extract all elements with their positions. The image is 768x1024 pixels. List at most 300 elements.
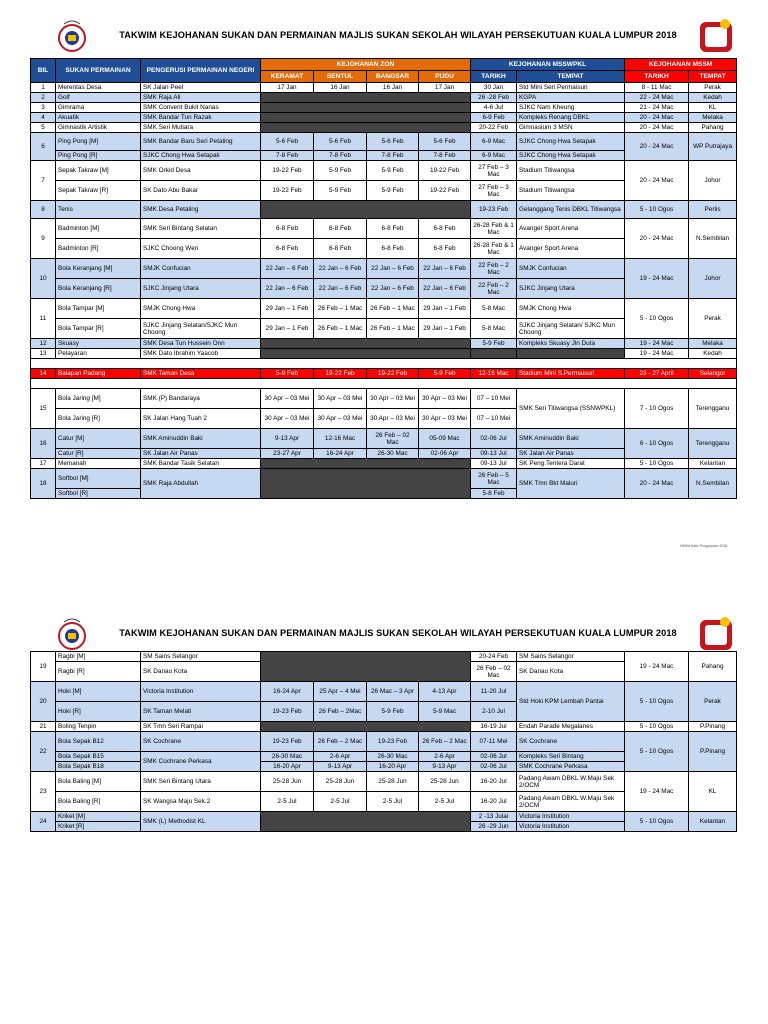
cell-zon-sentul: 5-9 Feb [314,181,367,201]
cell-bil: 16 [31,429,56,459]
cell-zon-pudu: 22 Jan – 6 Feb [419,279,471,299]
cell-zon-keramat: 6-8 Feb [261,239,314,259]
cell-zon-bangsar: 30 Apr – 03 Mei [367,409,419,429]
cell-zon-na [261,459,471,469]
cell-sukan: Kriket [M] [56,812,141,822]
cell-zon-keramat: 5-9 Feb [261,369,314,379]
cell-zon-na [261,339,471,349]
cell-pengerusi: SM Sains Selangor [141,652,261,662]
cell-pengerusi: SMK Seri Bintang Utara [141,772,261,792]
cell-pengerusi: SK Jalan Hang Tuah 2 [141,409,261,429]
cell-pengerusi: SMK Raja Ali [141,93,261,103]
cell-zon-bangsar: 22 Jan – 6 Feb [367,259,419,279]
col-kejohanan-zon: KEJOHANAN ZON [261,59,471,71]
cell-msswpkl-tarikh: 02-06 Jul [471,762,517,772]
cell-msswpkl-tarikh: 30 Jan [471,83,517,93]
cell-pengerusi: SMK Bandar Tun Razak [141,113,261,123]
cell-zon-pudu: 5-9 Feb [419,369,471,379]
cell-mssm-tempat: Terengganu [689,389,737,429]
cell-msswpkl-tempat: SJKC Chong Hwa Setapak [517,151,625,161]
cell-mssm-tarikh: 20 - 24 Mac [625,469,689,499]
cell-msswpkl-tempat: KGPA [517,93,625,103]
cell-pengerusi: SMJK Confucian [141,259,261,279]
cell-mssm-tempat: Kelantan [689,812,737,832]
cell-pengerusi: SMK Seri Bintang Selatan [141,219,261,239]
cell-bil: 13 [31,349,56,359]
cell-zon-pudu: 5-6 Feb [419,133,471,151]
cell-pengerusi: SK Jalan Air Panas [141,449,261,459]
cell-bil: 10 [31,259,56,299]
cell-zon-na [261,652,471,682]
cell-pengerusi: Victoria Institution [141,682,261,702]
cell-msswpkl-tarikh: 26 -29 Jun [471,822,517,832]
cell-sukan: Bola Tampar [R] [56,319,141,339]
cell-mssm-tarikh: 21 - 24 Mac [625,103,689,113]
cell-msswpkl-tempat: SJKC Jinjang Utara [517,279,625,299]
col-msswpkl-tarikh: TARIKH [471,71,517,83]
cell-sukan: Ragbi [R] [56,662,141,682]
cell-sukan: Badminton [R] [56,239,141,259]
cell-sukan: Hoki [R] [56,702,141,722]
page-title-2: TAKWIM KEJOHANAN SUKAN DAN PERMAINAN MAJLIS SUKAN SEKOLAH WILAYAH PERSEKUTUAN KUALA LUMPUR 2018 [119,628,677,638]
cell-zon-bangsar: 5-9 Feb [367,161,419,181]
cell-msswpkl-tempat: Avanger Sport Arena [517,219,625,239]
msswpkl-logo-icon [696,16,736,56]
cell-bil: 8 [31,201,56,219]
cell-sukan: Ragbi [M] [56,652,141,662]
cell-sukan: Ping Pong [M] [56,133,141,151]
cell-msswpkl-tempat: Gelanggang Tenis DBKL Titiwangsa [517,201,625,219]
cell-sukan: Catur [R] [56,449,141,459]
table-row [31,201,737,219]
cell-zon-sentul: 26 Feb – 1 Mac [314,299,367,319]
table-row [31,339,737,349]
cell-bil: 12 [31,339,56,349]
cell-msswpkl-tarikh [471,349,517,359]
cell-pengerusi: SJKC Jinjang Selatan/SJKC Mun Choong [141,319,261,339]
cell-zon-sentul: 9-13 Apr [314,762,367,772]
cell-sukan: Tenis [56,201,141,219]
cell-zon-keramat: 16-24 Apr [261,682,314,702]
cell-mssm-tempat: Pahang [689,652,737,682]
cell-zon-sentul: 7-8 Feb [314,151,367,161]
cell-msswpkl-tarikh: 27 Feb – 3 Mac [471,181,517,201]
cell-mssm-tarikh: 5 - 10 Ogos [625,682,689,722]
cell-mssm-tarikh: 7 - 10 Ogos [625,389,689,429]
cell-bil: 18 [31,469,56,499]
cell-msswpkl-tarikh: 6-9 Feb [471,113,517,123]
cell-msswpkl-tarikh: 12-16 Mac [471,369,517,379]
cell-pengerusi: SMK Bandar Tasik Selatan [141,459,261,469]
cell-msswpkl-tarikh: 27 Feb – 3 Mac [471,161,517,181]
cell-mssm-tempat: Perak [689,682,737,722]
cell-zon-pudu: 6-8 Feb [419,219,471,239]
cell-zon-pudu: 4-13 Apr [419,682,471,702]
cell-zon-pudu: 25-28 Jun [419,772,471,792]
cell-zon-bangsar: 16 Jan [367,83,419,93]
table-row [31,161,737,181]
cell-zon-bangsar: 19-23 Feb [367,732,419,752]
cell-mssm-tarikh: 19 - 24 Mac [625,259,689,299]
cell-sukan: Akuatik [56,113,141,123]
cell-zon-pudu: 30 Apr – 03 Mei [419,389,471,409]
cell-msswpkl-tempat: Kompleks Skuasy Jln Duta [517,339,625,349]
cell-zon-na [261,722,471,732]
cell-mssm-tarikh: 5 - 10 Ogos [625,722,689,732]
cell-zon-keramat: 19-23 Feb [261,732,314,752]
cell-mssm-tarikh: 5 - 10 Ogos [625,732,689,772]
cell-mssm-tempat: N.Sembilan [689,219,737,259]
cell-sukan: Bola Sepak B15 [56,752,141,762]
cell-zon-pudu: 29 Jan – 1 Feb [419,299,471,319]
cell-pengerusi: SMK Taman Desa [141,369,261,379]
table-row [31,469,737,489]
cell-msswpkl-tempat: SM Sains Selangor [517,652,625,662]
cell-zon-sentul: 5-9 Feb [314,161,367,181]
cell-zon-bangsar: 7-8 Feb [367,151,419,161]
cell-msswpkl-tempat: Avanger Sport Arena [517,239,625,259]
cell-sukan: Kriket [R] [56,822,141,832]
cell-msswpkl-tarikh: 07 – 10 Mei [471,409,517,429]
mssm-crest-icon [52,614,92,654]
cell-bil: 21 [31,722,56,732]
cell-zon-sentul: 22 Jan – 6 Feb [314,279,367,299]
cell-mssm-tarikh: 20 - 24 Mac [625,219,689,259]
cell-sukan: Softbol [M] [56,469,141,489]
cell-zon-bangsar: 30 Apr – 03 Mei [367,389,419,409]
cell-zon-bangsar: 26-30 Mac [367,449,419,459]
cell-zon-na [261,349,471,359]
cell-zon-pudu: 2-5 Jul [419,792,471,812]
table-row [31,682,737,702]
cell-msswpkl-tarikh: 4-6 Jul [471,103,517,113]
cell-sukan: Skuasy [56,339,141,349]
cell-zon-pudu: 17 Jan [419,83,471,93]
cell-bil: 7 [31,161,56,201]
cell-msswpkl-tarikh: 5-8 Mac [471,299,517,319]
cell-msswpkl-tempat: SMK Aminuddin Baki [517,429,625,449]
cell-sukan: Bola Baling [R] [56,792,141,812]
cell-pengerusi: SK Dato Abu Bakar [141,181,261,201]
cell-zon-pudu: 5-9 Mac [419,702,471,722]
cell-zon-pudu: 26 Feb – 2 Mac [419,732,471,752]
cell-bil: 9 [31,219,56,259]
cell-pengerusi: SK Tmn Seri Rampai [141,722,261,732]
cell-zon-na [261,93,471,103]
msswpkl-logo-icon [696,614,736,654]
cell-zon-bangsar: 5-6 Feb [367,133,419,151]
cell-mssm-tempat: Perak [689,83,737,93]
schedule-table-1 [30,58,737,499]
cell-sukan: Balapan Padang [56,369,141,379]
col-sukan: SUKAN PERMAINAN [56,59,141,83]
cell-bil: 23 [31,772,56,812]
cell-zon-pudu: 6-8 Feb [419,239,471,259]
cell-mssm-tempat: Pahang [689,123,737,133]
cell-zon-bangsar: 25-28 Jun [367,772,419,792]
cell-zon-sentul: 25 Apr – 4 Mei [314,682,367,702]
table-row [31,299,737,319]
cell-mssm-tarikh: 20 - 24 Mac [625,123,689,133]
cell-zon-bangsar: 6-8 Feb [367,219,419,239]
cell-mssm-tempat: Kedah [689,93,737,103]
cell-mssm-tempat: Johor [689,161,737,201]
cell-zon-keramat: 19-23 Feb [261,702,314,722]
cell-mssm-tarikh: 22 - 24 Mac [625,93,689,103]
cell-mssm-tarikh: 20 - 24 Mac [625,133,689,161]
cell-zon-na [261,103,471,113]
cell-zon-keramat: 22 Jan – 6 Feb [261,259,314,279]
cell-msswpkl-tarikh: 6-9 Mac [471,151,517,161]
cell-msswpkl-tempat: SJKC Nam Kheung [517,103,625,113]
cell-zon-pudu: 19-22 Feb [419,181,471,201]
table-row-highlight [31,369,737,379]
table-row [31,389,737,409]
cell-pengerusi: SJKC Chong Hwa Setapak [141,151,261,161]
cell-zon-na [261,113,471,123]
cell-msswpkl-tarikh: 20-22 Feb [471,123,517,133]
cell-zon-keramat: 29 Jan – 1 Feb [261,319,314,339]
cell-pengerusi: SMJK Chong Hwa [141,299,261,319]
cell-msswpkl-tempat: Stadium Titiwangsa [517,181,625,201]
cell-sukan: Bola Sepak B12 [56,732,141,752]
cell-mssm-tarikh: 8 - 11 Mac [625,83,689,93]
cell-msswpkl-tarikh: 5-9 Feb [471,339,517,349]
cell-msswpkl-tarikh: 07 – 10 Mei [471,389,517,409]
cell-mssm-tarikh: 5 - 10 Ogos [625,299,689,339]
cell-msswpkl-tempat: Std Hoki KPM Lembah Pantai [517,682,625,722]
cell-pengerusi: SJKC Jinjang Utara [141,279,261,299]
cell-bil: 15 [31,389,56,429]
cell-zon-sentul: 22 Jan – 6 Feb [314,259,367,279]
cell-bil: 11 [31,299,56,339]
cell-msswpkl-tempat: SJKC Chong Hwa Setapak [517,133,625,151]
cell-zon-keramat: 17 Jan [261,83,314,93]
cell-pengerusi: SK Cochrane [141,732,261,752]
table-row [31,219,737,239]
table-row [31,123,737,133]
cell-msswpkl-tarikh: 16-20 Jul [471,772,517,792]
cell-zon-bangsar: 6-8 Feb [367,239,419,259]
cell-msswpkl-tempat: SK Danau Kota [517,662,625,682]
cell-msswpkl-tempat: SMJK Chong Hwa [517,299,625,319]
cell-pengerusi: SMK (P) Bandaraya [141,389,261,409]
table-row [31,652,737,662]
table-row [31,113,737,123]
cell-zon-keramat: 22 Jan – 6 Feb [261,279,314,299]
cell-mssm-tempat: KL [689,103,737,113]
cell-pengerusi: SMK Desa Tun Hussein Onn [141,339,261,349]
cell-zon-bangsar: 19-22 Feb [367,369,419,379]
schedule-table-2 [30,651,737,832]
cell-msswpkl-tempat: Victoria Institution [517,812,625,822]
cell-mssm-tarikh: 20 - 24 Mac [625,113,689,123]
cell-bil: 2 [31,93,56,103]
table-row [31,772,737,792]
cell-msswpkl-tarikh: 02-06 Jul [471,429,517,449]
cell-sukan: Ping Pong [R] [56,151,141,161]
cell-mssm-tempat: Perak [689,299,737,339]
table-spacer-row [31,359,737,369]
col-pengerusi: PENGERUSI PERMAINAN NEGERI [141,59,261,83]
col-zon-bangsar: BANGSAR [367,71,419,83]
cell-mssm-tempat: Terengganu [689,429,737,459]
cell-mssm-tarikh: 5 - 10 Ogos [625,459,689,469]
cell-msswpkl-tarikh: 26 Feb – 5 Mac [471,469,517,489]
cell-msswpkl-tarikh: 5-8 Mac [471,319,517,339]
page-header-1 [30,14,736,60]
cell-sukan: Sepak Takraw [M] [56,161,141,181]
cell-zon-sentul: 26 Feb – 2Mac [314,702,367,722]
cell-mssm-tarikh: 5 - 10 Ogos [625,201,689,219]
col-kejohanan-mssm: KEJOHANAN MSSM [625,59,737,71]
cell-msswpkl-tempat: Stadium Mini S.Permaisuri [517,369,625,379]
cell-bil: 6 [31,133,56,161]
cell-sukan: Bola Tampar [M] [56,299,141,319]
mssm-crest-icon [52,16,92,56]
cell-mssm-tarikh: 6 - 10 Ogos [625,429,689,459]
cell-mssm-tempat: Johor [689,259,737,299]
cell-zon-bangsar: 5-9 Feb [367,181,419,201]
cell-msswpkl-tempat: SJKC Jinjang Selatan/ SJKC Mun Choong [517,319,625,339]
cell-sukan: Bola Sepak B18 [56,762,141,772]
cell-mssm-tempat: P.Pinang [689,722,737,732]
cell-zon-bangsar: 26 Feb – 02 Mac [367,429,419,449]
table-row [31,459,737,469]
cell-zon-na [261,469,471,499]
cell-msswpkl-tarikh: 22 Feb – 2 Mac [471,279,517,299]
cell-zon-sentul: 16-24 Apr [314,449,367,459]
col-bil: BIL [31,59,56,83]
cell-bil: 17 [31,459,56,469]
cell-bil: 24 [31,812,56,832]
cell-zon-pudu: 02-06 Apr [419,449,471,459]
cell-zon-keramat: 25-28 Jun [261,772,314,792]
spacer-cell [31,359,737,369]
cell-msswpkl-tempat: Stadium Titiwangsa [517,161,625,181]
cell-msswpkl-tarikh: 22 Feb – 2 Mac [471,259,517,279]
col-msswpkl-tempat: TEMPAT [517,71,625,83]
cell-pengerusi: SMK (L) Methodist KL [141,812,261,832]
cell-zon-bangsar: 5-9 Feb [367,702,419,722]
cell-msswpkl-tempat: Kompleks Seri Bintang [517,752,625,762]
cell-zon-pudu: 29 Jan – 1 Feb [419,319,471,339]
col-zon-keramat: KERAMAT [261,71,314,83]
cell-zon-sentul: 25-28 Jun [314,772,367,792]
cell-msswpkl-tempat: SMK Tmn Bkt Maluri [517,469,625,499]
cell-msswpkl-tempat: Std Mini Seri Permaisuri [517,83,625,93]
table-row [31,259,737,279]
cell-msswpkl-tempat: Victoria Institution [517,822,625,832]
cell-msswpkl-tempat: Padang Awam DBKL W.Maju Sek 2/OCM [517,792,625,812]
cell-bil: 22 [31,732,56,772]
cell-mssm-tempat: P.Pinang [689,732,737,772]
cell-mssm-tarikh: 20 - 24 Mac [625,161,689,201]
cell-msswpkl-tempat: SK Peng.Tentera Darat [517,459,625,469]
cell-zon-sentul: 6-8 Feb [314,239,367,259]
cell-zon-bangsar: 26 Feb – 1 Mac [367,299,419,319]
cell-sukan: Pelayaran [56,349,141,359]
cell-sukan: Bola Jaring [M] [56,389,141,409]
cell-msswpkl-tempat: SMJK Confucian [517,259,625,279]
cell-zon-na [261,201,471,219]
cell-zon-bangsar: 2-5 Jul [367,792,419,812]
cell-pengerusi: SMK Cochrane Perkasa [141,752,261,772]
cell-pengerusi: SMK Aminuddin Baki [141,429,261,449]
cell-zon-bangsar: 26 Mac – 3 Apr [367,682,419,702]
cell-msswpkl-tarikh: 02-06 Jul [471,752,517,762]
cell-sukan: Gimnastik Artistik [56,123,141,133]
cell-zon-pudu: 22 Jan – 6 Feb [419,259,471,279]
cell-zon-pudu: 30 Apr – 03 Mei [419,409,471,429]
cell-bil: 1 [31,83,56,93]
cell-zon-keramat: 30 Apr – 03 Mei [261,389,314,409]
cell-pengerusi: SMK Dato Ibrahim Yaacob [141,349,261,359]
table-row [31,83,737,93]
cell-msswpkl-tempat: SMK Seri Titiwangsa (SSNWPKL) [517,389,625,429]
cell-zon-sentul: 19-22 Feb [314,369,367,379]
cell-sukan: Sepak Takraw [R] [56,181,141,201]
cell-sukan: Hoki [M] [56,682,141,702]
cell-zon-pudu: 2-6 Apr [419,752,471,762]
cell-bil: 20 [31,682,56,722]
cell-zon-bangsar: 22 Jan – 6 Feb [367,279,419,299]
cell-pengerusi: SMK Seri Mutiara [141,123,261,133]
cell-msswpkl-tempat: Kompleks Renang DBKL [517,113,625,123]
cell-zon-sentul: 5-6 Feb [314,133,367,151]
cell-zon-bangsar: 26-30 Mac [367,752,419,762]
cell-mssm-tempat: Selangor [689,369,737,379]
cell-sukan: Golf [56,93,141,103]
cell-zon-sentul: 26 Feb – 1 Mac [314,319,367,339]
cell-msswpkl-tarikh: 26-28 Feb & 1 Mac [471,219,517,239]
cell-pengerusi: SMK Convent Bukit Nanas [141,103,261,113]
cell-msswpkl-tarikh: 09-13 Jul [471,459,517,469]
table-row [31,133,737,151]
cell-msswpkl-tarikh: 09-13 Jul [471,449,517,459]
cell-zon-pudu: 05-09 Mac [419,429,471,449]
cell-msswpkl-tarikh: 2-10 Jul [471,702,517,722]
cell-zon-keramat: 26-30 Mac [261,752,314,762]
cell-zon-bangsar: 26 Feb – 1 Mac [367,319,419,339]
table-spacer-row [31,379,737,389]
cell-zon-keramat: 9-13 Apr [261,429,314,449]
cell-bil: 4 [31,113,56,123]
cell-zon-sentul: 12-16 Mac [314,429,367,449]
col-mssm-tempat: TEMPAT [689,71,737,83]
cell-sukan: Bola Jaring [R] [56,409,141,429]
cell-bil: 5 [31,123,56,133]
cell-msswpkl-tarikh: 19-23 Feb [471,201,517,219]
cell-zon-keramat: 19-22 Feb [261,181,314,201]
col-kejohanan-msswpkl: KEJOHANAN MSSWPKL [471,59,625,71]
col-mssm-tarikh: TARIKH [625,71,689,83]
cell-mssm-tarikh: 23 - 27 April [625,369,689,379]
table-row [31,732,737,752]
cell-sukan: Boling Tenpin [56,722,141,732]
cell-msswpkl-tarikh: 6-9 Mac [471,133,517,151]
cell-pengerusi: SK Wangsa Maju Sek.2 [141,792,261,812]
cell-pengerusi: SK Danau Kota [141,662,261,682]
cell-msswpkl-tempat [517,349,625,359]
cell-mssm-tarikh: 19 - 24 Mac [625,652,689,682]
cell-msswpkl-tarikh: 26 Feb – 02 Mac [471,662,517,682]
cell-mssm-tempat: Melaka [689,113,737,123]
cell-zon-na [261,812,471,832]
cell-zon-keramat: 7-8 Feb [261,151,314,161]
cell-sukan: Bola Keranjang [M] [56,259,141,279]
cell-mssm-tempat: N.Sembilan [689,469,737,499]
